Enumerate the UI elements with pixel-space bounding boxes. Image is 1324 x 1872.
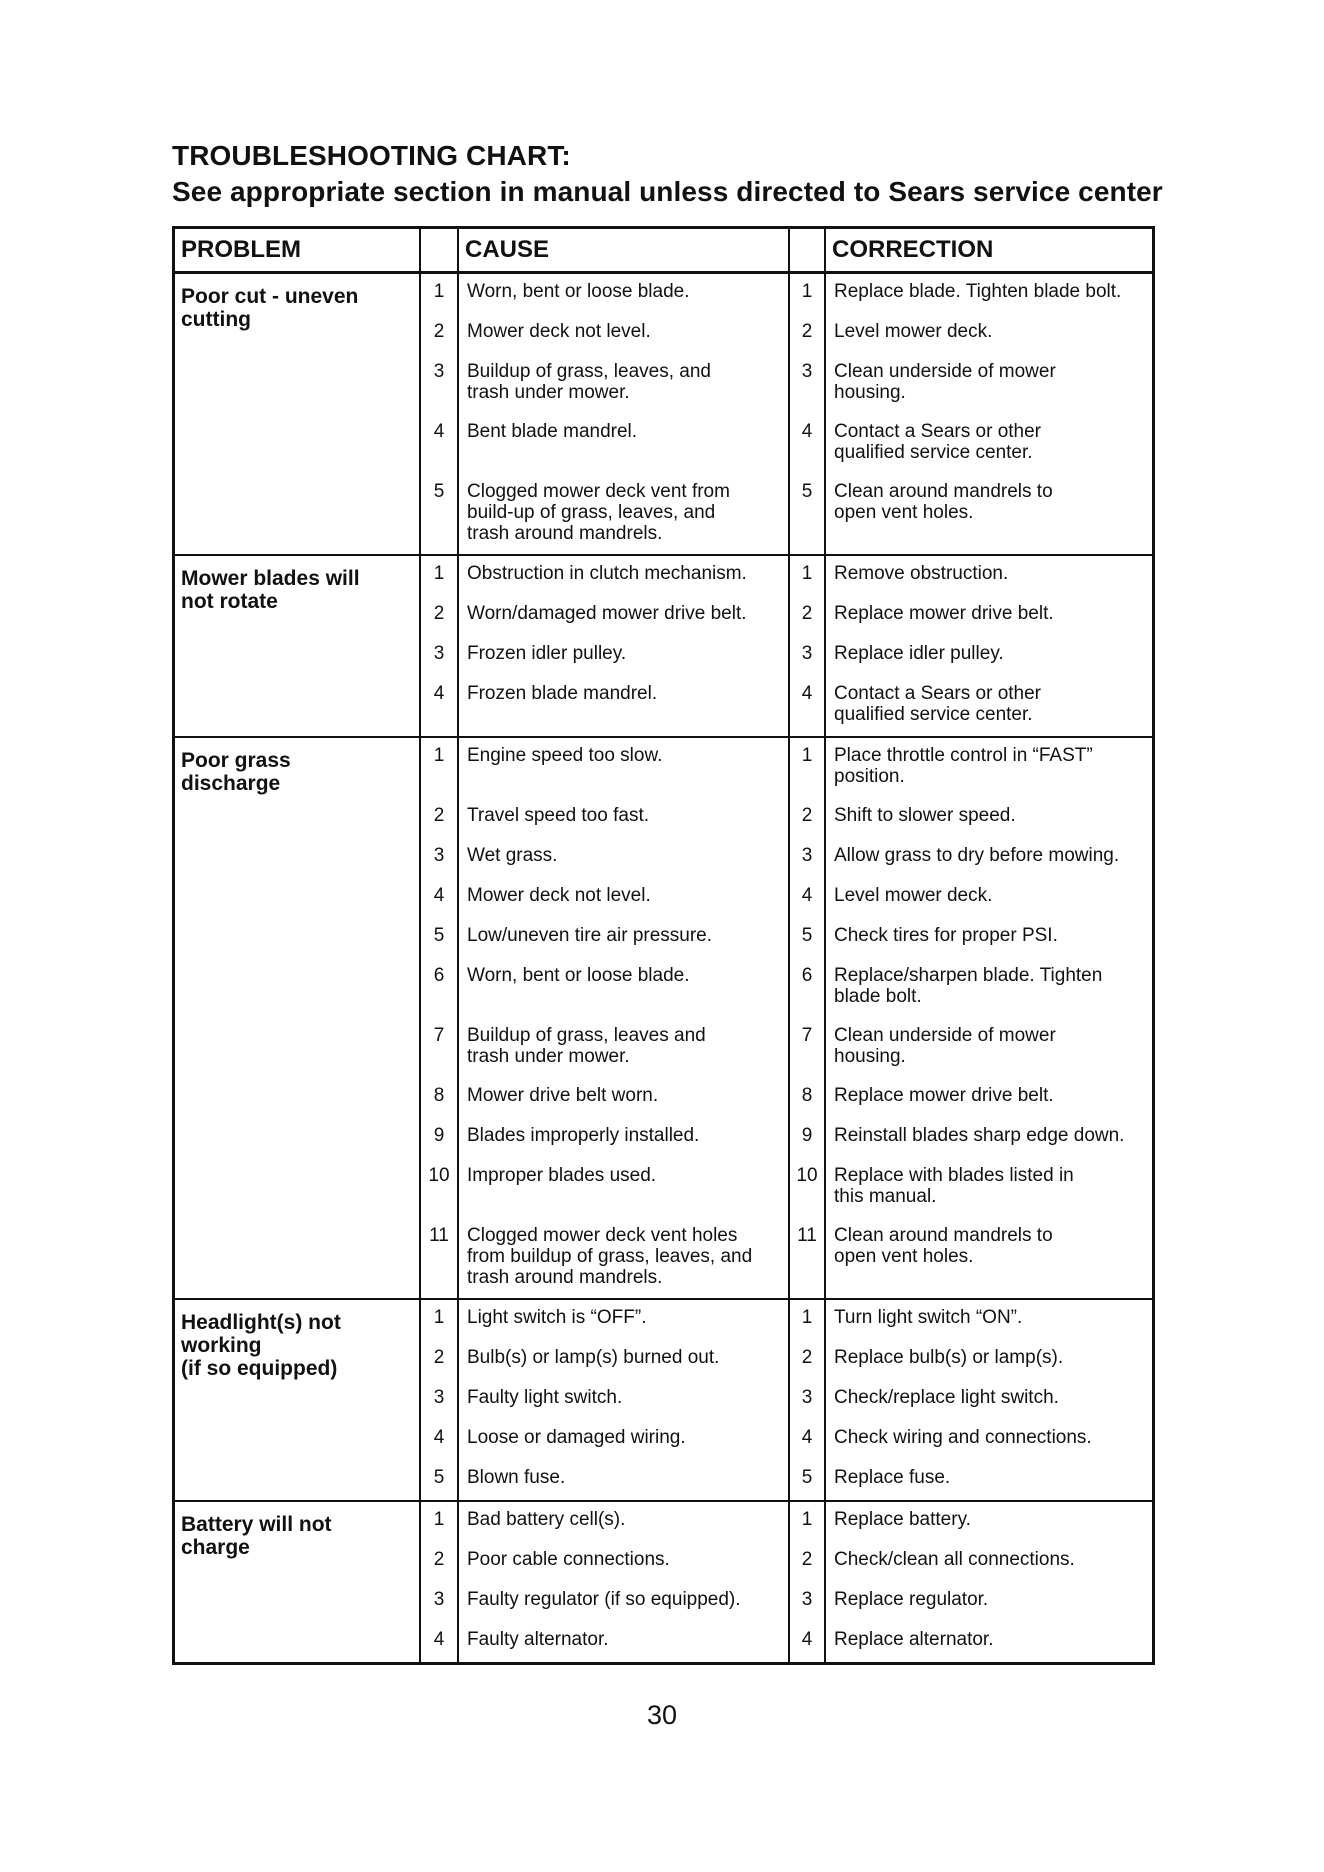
cause-number: 3 xyxy=(433,643,445,664)
correction-text: Replace mower drive belt. xyxy=(834,603,1054,624)
correction-text: Reinstall blades sharp edge down. xyxy=(834,1125,1125,1146)
correction-number: 1 xyxy=(801,281,813,302)
cause-text: Frozen blade mandrel. xyxy=(467,683,658,704)
correction-text: Clean around mandrels to open vent holes. xyxy=(834,1225,1053,1267)
correction-number: 4 xyxy=(801,885,813,906)
correction-text: Contact a Sears or other qualified service center. xyxy=(834,421,1041,463)
correction-number: 5 xyxy=(801,481,813,502)
correction-number: 2 xyxy=(801,603,813,624)
correction-number: 4 xyxy=(801,683,813,704)
cause-text: Mower deck not level. xyxy=(467,321,651,342)
cause-text: Light switch is “OFF”. xyxy=(467,1307,647,1328)
correction-number: 5 xyxy=(801,1467,813,1488)
cause-text: Bulb(s) or lamp(s) burned out. xyxy=(467,1347,720,1368)
correction-text: Allow grass to dry before mowing. xyxy=(834,845,1120,866)
correction-number-column xyxy=(790,1502,826,1662)
table-section xyxy=(175,1502,1152,1662)
table-header xyxy=(175,229,1152,274)
correction-number: 11 xyxy=(797,1225,817,1246)
correction-number: 10 xyxy=(796,1165,818,1186)
problem-label: Poor cut - uneven cutting xyxy=(181,285,359,331)
correction-text: Replace battery. xyxy=(834,1509,971,1530)
correction-text: Check/replace light switch. xyxy=(834,1387,1059,1408)
cause-number-column xyxy=(421,1300,459,1500)
table-section xyxy=(175,556,1152,738)
cause-text: Travel speed too fast. xyxy=(467,805,650,826)
cause-column xyxy=(459,738,790,1298)
cause-column xyxy=(459,274,790,554)
correction-text: Place throttle control in “FAST” position. xyxy=(834,745,1093,787)
correction-text: Level mower deck. xyxy=(834,321,993,342)
correction-number: 1 xyxy=(801,1307,813,1328)
cause-column-header: CAUSE xyxy=(459,229,790,271)
cause-number: 2 xyxy=(433,1549,445,1570)
correction-number: 2 xyxy=(801,1347,813,1368)
correction-text: Check tires for proper PSI. xyxy=(834,925,1058,946)
cause-number: 2 xyxy=(433,1347,445,1368)
problem-label: Headlight(s) not working (if so equipped) xyxy=(181,1311,341,1380)
page-heading xyxy=(172,138,1172,210)
cause-number-column xyxy=(421,274,459,554)
table-section xyxy=(175,274,1152,556)
correction-text: Clean around mandrels to open vent holes. xyxy=(834,481,1053,523)
cause-text: Bent blade mandrel. xyxy=(467,421,638,442)
cause-text: Worn, bent or loose blade. xyxy=(467,965,690,986)
correction-text: Check wiring and connections. xyxy=(834,1427,1092,1448)
cause-number: 4 xyxy=(433,683,445,704)
table-section xyxy=(175,738,1152,1300)
cause-number: 6 xyxy=(433,965,445,986)
page-number: 30 xyxy=(646,1700,678,1730)
cause-text: Clogged mower deck vent from build-up of grass, leaves, and trash around mandrels. xyxy=(467,481,730,544)
correction-number: 7 xyxy=(801,1025,813,1046)
correction-number: 1 xyxy=(801,745,813,766)
cause-text: Obstruction in clutch mechanism. xyxy=(467,563,747,584)
cause-number: 9 xyxy=(433,1125,445,1146)
cause-number: 3 xyxy=(433,1589,445,1610)
cause-text: Worn/damaged mower drive belt. xyxy=(467,603,747,624)
cause-text: Improper blades used. xyxy=(467,1165,657,1186)
problem-cell xyxy=(175,274,421,554)
correction-number: 3 xyxy=(801,1387,813,1408)
cause-number: 8 xyxy=(433,1085,445,1106)
correction-number-column xyxy=(790,1300,826,1500)
correction-column xyxy=(826,1300,1152,1500)
cause-text: Faulty regulator (if so equipped). xyxy=(467,1589,741,1610)
correction-number: 2 xyxy=(801,1549,813,1570)
cause-text: Low/uneven tire air pressure. xyxy=(467,925,713,946)
cause-text: Blown fuse. xyxy=(467,1467,566,1488)
correction-number-column xyxy=(790,738,826,1298)
cause-text: Mower deck not level. xyxy=(467,885,651,906)
cause-number: 10 xyxy=(428,1165,450,1186)
cause-number: 4 xyxy=(433,1427,445,1448)
cause-number: 3 xyxy=(433,845,445,866)
correction-text: Clean underside of mower housing. xyxy=(834,1025,1056,1067)
cause-number: 2 xyxy=(433,805,445,826)
correction-number: 8 xyxy=(801,1085,813,1106)
cause-number-column xyxy=(421,556,459,736)
correction-number-header xyxy=(790,229,826,271)
correction-number: 4 xyxy=(801,421,813,442)
correction-text: Replace regulator. xyxy=(834,1589,989,1610)
problem-cell xyxy=(175,1300,421,1500)
cause-number: 7 xyxy=(433,1025,445,1046)
correction-number: 3 xyxy=(801,643,813,664)
correction-text: Replace bulb(s) or lamp(s). xyxy=(834,1347,1064,1368)
correction-number: 2 xyxy=(801,805,813,826)
correction-text: Replace blade. Tighten blade bolt. xyxy=(834,281,1122,302)
cause-number: 1 xyxy=(433,1307,445,1328)
cause-text: Worn, bent or loose blade. xyxy=(467,281,690,302)
correction-number: 1 xyxy=(801,1509,813,1530)
cause-text: Faulty alternator. xyxy=(467,1629,609,1650)
correction-text: Replace/sharpen blade. Tighten blade bolt. xyxy=(834,965,1103,1007)
cause-column xyxy=(459,556,790,736)
correction-number: 3 xyxy=(801,361,813,382)
correction-text: Level mower deck. xyxy=(834,885,993,906)
cause-number: 1 xyxy=(433,563,445,584)
correction-column xyxy=(826,556,1152,736)
problem-column-header: PROBLEM xyxy=(175,229,421,271)
cause-text: Buildup of grass, leaves and trash under mower. xyxy=(467,1025,706,1067)
table-section xyxy=(175,1300,1152,1502)
correction-text: Turn light switch “ON”. xyxy=(834,1307,1023,1328)
cause-number: 1 xyxy=(433,745,445,766)
troubleshooting-table xyxy=(172,226,1155,1665)
cause-number: 2 xyxy=(433,603,445,624)
page-subtitle: See appropriate section in manual unless directed to Sears service center xyxy=(172,176,1163,207)
correction-column xyxy=(826,738,1152,1298)
correction-text: Remove obstruction. xyxy=(834,563,1009,584)
correction-number: 9 xyxy=(801,1125,813,1146)
correction-number: 4 xyxy=(801,1629,813,1650)
correction-column xyxy=(826,1502,1152,1662)
cause-text: Poor cable connections. xyxy=(467,1549,670,1570)
correction-number-column xyxy=(790,274,826,554)
cause-number-header xyxy=(421,229,459,271)
correction-text: Replace idler pulley. xyxy=(834,643,1004,664)
cause-text: Buildup of grass, leaves, and trash under mower. xyxy=(467,361,711,403)
cause-text: Loose or damaged wiring. xyxy=(467,1427,686,1448)
cause-number: 5 xyxy=(433,1467,445,1488)
correction-text: Replace with blades listed in this manual. xyxy=(834,1165,1074,1207)
correction-text: Contact a Sears or other qualified service center. xyxy=(834,683,1041,725)
cause-text: Engine speed too slow. xyxy=(467,745,663,766)
cause-text: Bad battery cell(s). xyxy=(467,1509,626,1530)
cause-column xyxy=(459,1502,790,1662)
correction-number: 4 xyxy=(801,1427,813,1448)
correction-text: Replace fuse. xyxy=(834,1467,951,1488)
cause-column xyxy=(459,1300,790,1500)
correction-text: Check/clean all connections. xyxy=(834,1549,1075,1570)
correction-number: 2 xyxy=(801,321,813,342)
correction-number: 1 xyxy=(801,563,813,584)
cause-text: Wet grass. xyxy=(467,845,558,866)
cause-number: 4 xyxy=(433,885,445,906)
cause-number: 5 xyxy=(433,925,445,946)
correction-text: Shift to slower speed. xyxy=(834,805,1016,826)
cause-number: 4 xyxy=(433,1629,445,1650)
correction-text: Replace alternator. xyxy=(834,1629,994,1650)
page-title: TROUBLESHOOTING CHART: xyxy=(172,140,571,171)
cause-text: Frozen idler pulley. xyxy=(467,643,627,664)
cause-text: Clogged mower deck vent holes from buildup of grass, leaves, and trash around mandrels. xyxy=(467,1225,753,1288)
correction-number: 5 xyxy=(801,925,813,946)
cause-number: 11 xyxy=(429,1225,449,1246)
correction-column-header: CORRECTION xyxy=(832,236,994,263)
table-body xyxy=(175,274,1152,1662)
problem-label: Mower blades will not rotate xyxy=(181,567,360,613)
correction-number-column xyxy=(790,556,826,736)
cause-number-column xyxy=(421,738,459,1298)
cause-number: 4 xyxy=(433,421,445,442)
problem-label: Battery will not charge xyxy=(181,1513,332,1559)
cause-number-column xyxy=(421,1502,459,1662)
correction-number: 3 xyxy=(801,1589,813,1610)
correction-number: 3 xyxy=(801,845,813,866)
cause-number: 1 xyxy=(433,281,445,302)
correction-number: 6 xyxy=(801,965,813,986)
cause-number: 3 xyxy=(433,361,445,382)
cause-number: 5 xyxy=(433,481,445,502)
cause-number: 1 xyxy=(433,1509,445,1530)
cause-text: Mower drive belt worn. xyxy=(467,1085,659,1106)
correction-column xyxy=(826,274,1152,554)
problem-cell xyxy=(175,556,421,736)
cause-text: Blades improperly installed. xyxy=(467,1125,700,1146)
cause-number: 2 xyxy=(433,321,445,342)
problem-label: Poor grass discharge xyxy=(181,749,291,795)
correction-text: Clean underside of mower housing. xyxy=(834,361,1056,403)
problem-cell xyxy=(175,1502,421,1662)
cause-text: Faulty light switch. xyxy=(467,1387,623,1408)
cause-number: 3 xyxy=(433,1387,445,1408)
correction-text: Replace mower drive belt. xyxy=(834,1085,1054,1106)
problem-cell xyxy=(175,738,421,1298)
